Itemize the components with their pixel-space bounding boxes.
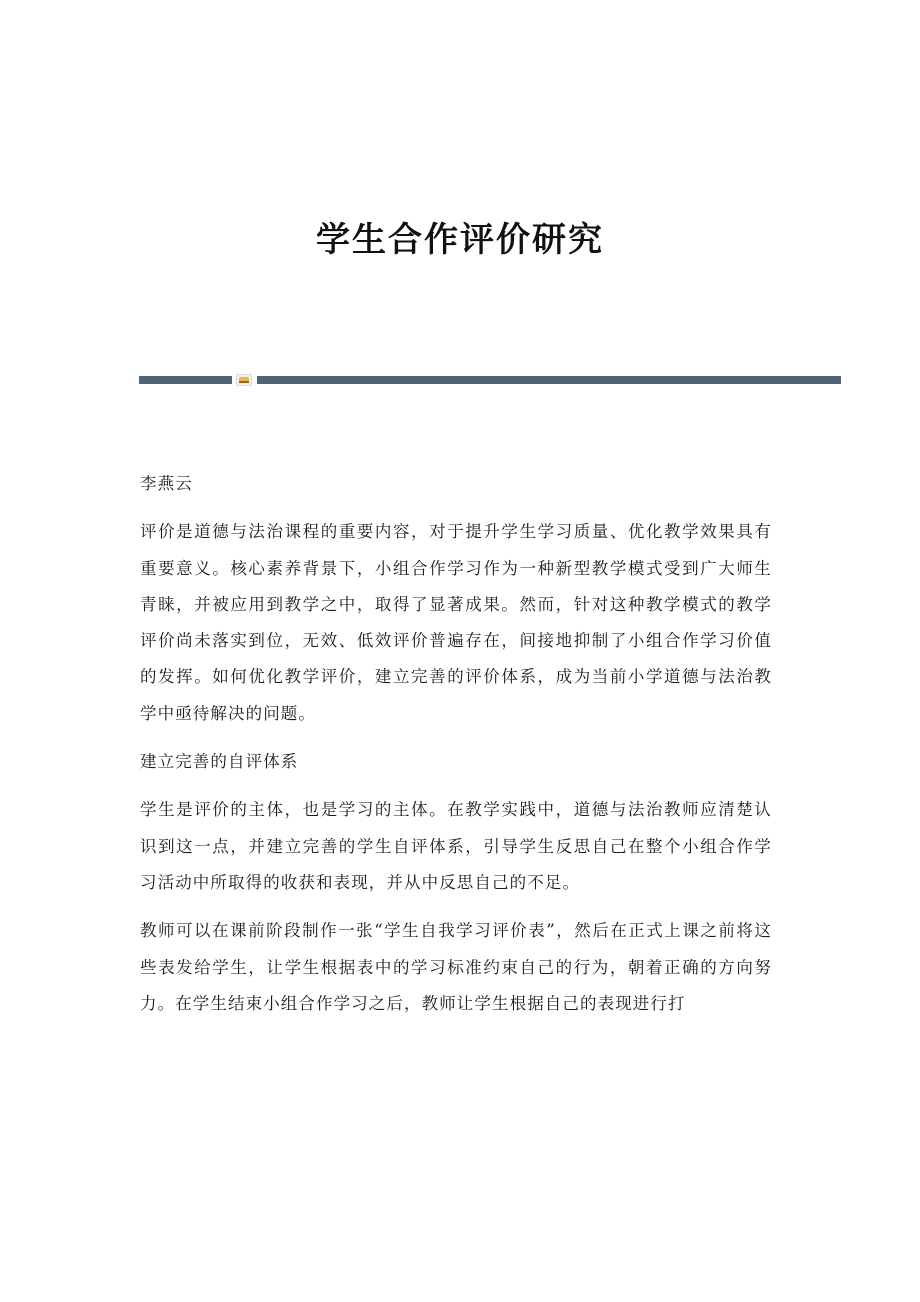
author-name: 李燕云: [140, 474, 193, 493]
title-divider: [139, 374, 841, 386]
paragraph-evaluation-form: 教师可以在课前阶段制作一张“学生自我学习评价表”，然后在正式上课之前将这些表发给学生，让学生根据表中的学习标准约束自己的行为，朝着正确的方向努力。在学生结束小组合作学习之后，教师让学生根据自己的表现进行打: [140, 921, 772, 1013]
paragraph-self-evaluation: 学生是评价的主体，也是学习的主体。在教学实践中，道德与法治教师应清楚认识到这一点，并建立完善的学生自评体系，引导学生反思自己在整个小组合作学习活动中所取得的收获和表现，并从中反思自己的不足。: [140, 800, 772, 892]
paragraph-intro: 评价是道德与法治课程的重要内容，对于提升学生学习质量、优化教学效果具有重要意义。核心素养背景下，小组合作学习作为一种新型教学模式受到广大师生青睐，并被应用到教学之中，取得了显著成果。然而，针对这种教学模式的教学评价尚未落实到位，无效、低效评价普遍存在，间接地抑制了小组合作学习价值的发挥。如何优化教学评价，建立完善的评价体系，成为当前小学道德与法治教学中亟待解决的问题。: [140, 522, 772, 723]
divider-bar-right: [257, 376, 841, 384]
document-body: [140, 466, 772, 1034]
divider-ornament-icon: [236, 374, 252, 386]
divider-bar-left: [139, 376, 232, 384]
document-title: 学生合作评价研究: [316, 220, 604, 260]
section-heading: 建立完善的自评体系: [140, 752, 299, 772]
